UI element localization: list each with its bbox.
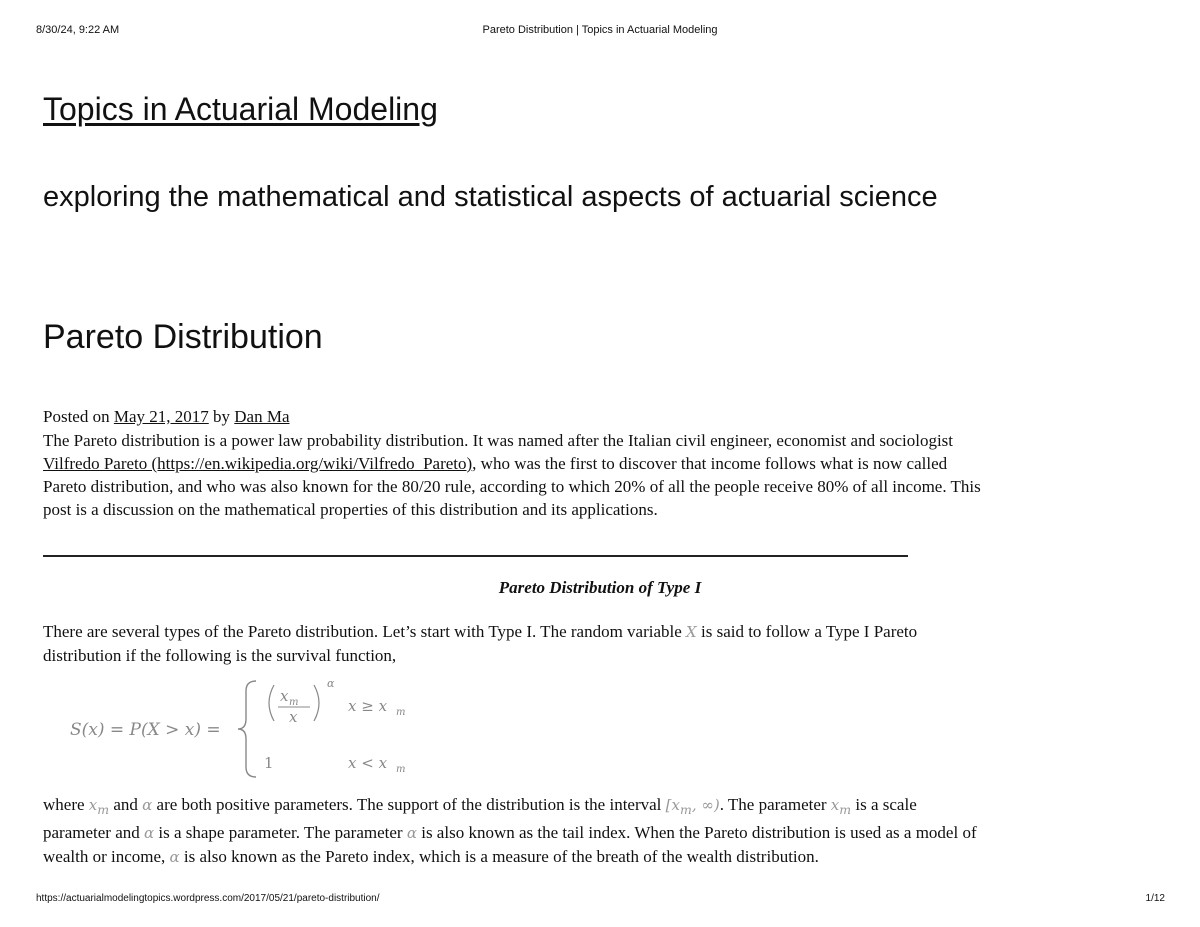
site-description: exploring the mathematical and statistical aspects of actuarial science xyxy=(43,181,938,213)
type1-text: is said to follow a Type I Pareto xyxy=(700,622,918,641)
survival-function-formula xyxy=(70,675,430,780)
math-alpha: α xyxy=(142,796,153,814)
params-text: where xyxy=(43,795,85,814)
formula-brace xyxy=(238,681,256,777)
math-sub: m xyxy=(679,802,692,817)
formula-left-paren xyxy=(269,685,274,721)
params-text: is also known as the tail index. When the Pareto distribution is used as a model of xyxy=(421,823,977,842)
params-text: parameter and xyxy=(43,823,140,842)
intro-paragraph xyxy=(43,429,1168,521)
params-text: is also known as the Pareto index, which is a measure of the breath of the wealth distribution. xyxy=(183,847,819,866)
author-link[interactable]: Dan Ma xyxy=(234,407,290,426)
section-heading: Pareto Distribution of Type I xyxy=(498,578,702,597)
math-x: x xyxy=(830,796,840,814)
math-sub: m xyxy=(839,802,852,817)
math-x: x xyxy=(88,796,98,814)
intro-line: The Pareto distribution is a power law probability distribution. It was named after the Italian civil engineer, economist and sociologist xyxy=(43,431,954,450)
intro-line: post is a discussion on the mathematical properties of this distribution and its applications. xyxy=(43,500,658,519)
print-page-title: Pareto Distribution | Topics in Actuarial Modeling xyxy=(482,24,718,36)
print-page-number: 1/12 xyxy=(1145,893,1165,904)
math-alpha: α xyxy=(169,848,180,866)
formula-case2-condition: x < x xyxy=(348,754,388,772)
params-text: . The parameter xyxy=(719,795,827,814)
params-text: are both positive parameters. The support of the distribution is the interval xyxy=(156,795,662,814)
math-xm xyxy=(88,796,110,817)
formula-svg xyxy=(70,675,430,780)
formula-numerator: x xyxy=(280,687,289,705)
formula-case2-value: 1 xyxy=(264,754,274,772)
params-line xyxy=(43,845,1168,869)
intro-line: Pareto distribution, and who was also known for the 80/20 rule, according to which 20% of all the people receive 80% of all income. This xyxy=(43,477,981,496)
params-line xyxy=(43,793,1168,821)
formula-right-paren xyxy=(314,685,319,721)
print-datetime: 8/30/24, 9:22 AM xyxy=(36,24,120,36)
horizontal-rule xyxy=(43,555,908,557)
params-text: is a scale xyxy=(855,795,917,814)
parameters-paragraph xyxy=(43,793,1168,869)
post-date-link[interactable]: May 21, 2017 xyxy=(113,407,209,426)
type1-line: distribution if the following is the survival function, xyxy=(43,646,397,665)
print-url: https://actuarialmodelingtopics.wordpress.com/2017/05/21/pareto-distribution/ xyxy=(36,893,380,904)
formula-case1-condition-sub: m xyxy=(396,707,406,718)
post-meta xyxy=(43,407,290,427)
params-line xyxy=(43,821,1168,845)
type1-text: There are several types of the Pareto distribution. Let’s start with Type I. The random variable xyxy=(43,622,682,641)
formula-exponent: α xyxy=(327,677,335,690)
math-interval-start: [x xyxy=(665,796,680,814)
math-interval-end: , ∞) xyxy=(691,796,720,814)
formula-denominator: x xyxy=(289,708,298,726)
by-label: by xyxy=(213,407,231,426)
intro-line xyxy=(43,452,1168,475)
site-title-link[interactable]: Topics in Actuarial Modeling xyxy=(43,91,438,127)
posted-on-label: Posted on xyxy=(43,407,110,426)
params-text: and xyxy=(113,795,138,814)
math-interval xyxy=(665,796,720,817)
formula-numerator-sub: m xyxy=(289,697,299,708)
formula-case2-condition-sub: m xyxy=(396,764,406,775)
type1-line xyxy=(43,620,1168,644)
math-alpha: α xyxy=(144,824,155,842)
params-text: is a shape parameter. The parameter xyxy=(158,823,403,842)
vilfredo-pareto-link[interactable]: Vilfredo Pareto (https://en.wikipedia.org/wiki/Vilfredo_Pareto) xyxy=(43,454,473,473)
type1-paragraph xyxy=(43,620,1168,667)
intro-text: , who was the first to discover that income follows what is now called xyxy=(472,454,948,473)
math-xm xyxy=(830,796,852,817)
math-var-X: X xyxy=(686,623,697,641)
math-sub: m xyxy=(97,802,110,817)
post-title: Pareto Distribution xyxy=(43,318,323,356)
params-text: wealth or income, xyxy=(43,847,166,866)
math-alpha: α xyxy=(406,824,417,842)
formula-case1-condition: x ≥ x xyxy=(348,697,388,715)
formula-lhs: S(x) = P(X > x) = xyxy=(70,720,221,740)
